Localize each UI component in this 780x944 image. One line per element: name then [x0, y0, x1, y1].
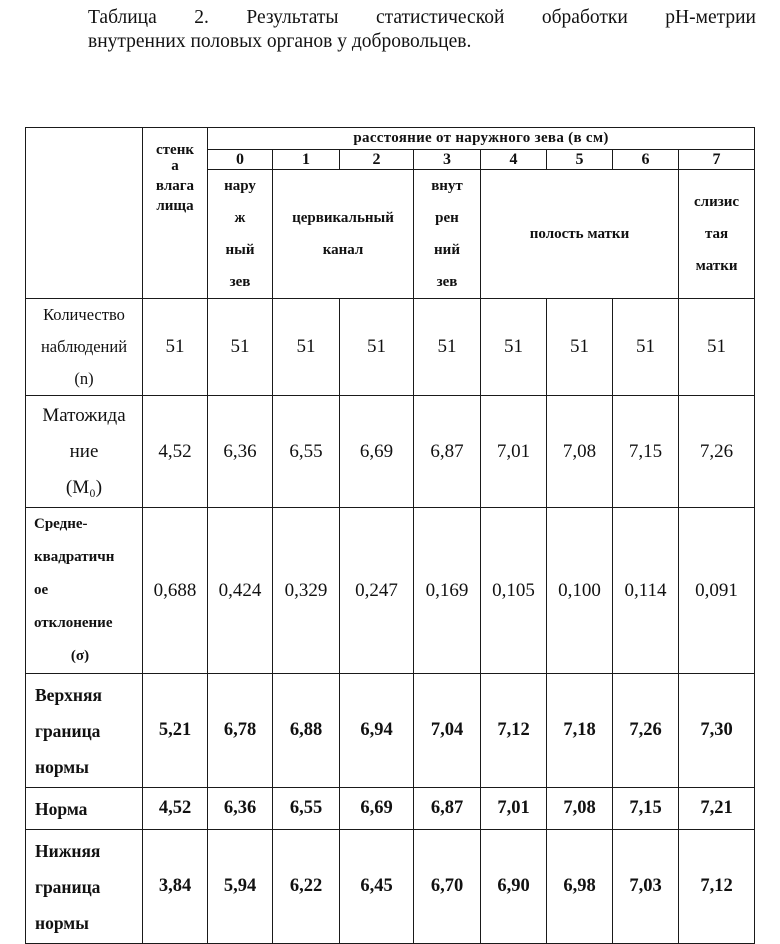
value-cell: 4,52 — [143, 788, 208, 830]
header-distance-1: 1 — [273, 150, 340, 170]
header-line: внут — [431, 178, 463, 194]
value-cell: 6,36 — [208, 788, 273, 830]
value-cell: 51 — [679, 299, 755, 396]
row-label-norm — [26, 788, 143, 830]
header-line: а — [171, 158, 179, 174]
row-label-lower-bound — [26, 830, 143, 944]
value-cell: 7,01 — [481, 396, 547, 508]
value-cell: 51 — [613, 299, 679, 396]
header-line: зев — [229, 274, 251, 290]
value-cell: 51 — [414, 299, 481, 396]
value-cell: 7,08 — [547, 396, 613, 508]
row-label-expectation — [26, 396, 143, 508]
header-line: ний — [434, 242, 460, 258]
value-cell: 51 — [143, 299, 208, 396]
header-line: зев — [436, 274, 458, 290]
value-cell: 0,169 — [414, 508, 481, 674]
header-distance-5: 5 — [547, 150, 613, 170]
value-cell: 6,45 — [340, 830, 414, 944]
header-line: влага — [155, 178, 195, 194]
header-line: стенк — [156, 142, 194, 158]
header-zone-external-os — [208, 170, 273, 299]
value-cell: 6,70 — [414, 830, 481, 944]
value-cell: 7,12 — [481, 674, 547, 788]
value-cell: 6,94 — [340, 674, 414, 788]
value-cell: 7,15 — [613, 788, 679, 830]
header-zone-uterine-cavity: полость матки — [481, 170, 679, 299]
table-row — [26, 508, 755, 674]
label-line: Верхняя — [35, 684, 102, 705]
row-label-count — [26, 299, 143, 396]
header-line: рен — [435, 210, 459, 226]
header-line: матки — [695, 258, 738, 274]
header-line: нару — [224, 178, 256, 194]
value-cell: 7,21 — [679, 788, 755, 830]
value-cell: 7,15 — [613, 396, 679, 508]
value-cell: 51 — [273, 299, 340, 396]
value-cell: 0,329 — [273, 508, 340, 674]
value-cell: 6,55 — [273, 396, 340, 508]
corner-cell — [26, 128, 143, 299]
label-line: наблюдений — [40, 337, 128, 356]
label-line: граница — [35, 876, 101, 897]
header-distance-7: 7 — [679, 150, 755, 170]
label-line: Нижняя — [35, 840, 101, 861]
header-distance-0: 0 — [208, 150, 273, 170]
value-cell: 51 — [481, 299, 547, 396]
value-cell: 7,30 — [679, 674, 755, 788]
value-cell: 0,091 — [679, 508, 755, 674]
table-row — [26, 674, 755, 788]
header-distance-2: 2 — [340, 150, 414, 170]
header-line: тая — [704, 226, 729, 242]
value-cell: 7,03 — [613, 830, 679, 944]
value-cell: 6,55 — [273, 788, 340, 830]
value-cell: 7,04 — [414, 674, 481, 788]
label-line: Матожида — [42, 404, 126, 426]
row-label-upper-bound — [26, 674, 143, 788]
label-line: (σ) — [70, 648, 90, 664]
header-distance-3: 3 — [414, 150, 481, 170]
label-line: граница — [35, 720, 101, 741]
value-cell: 6,88 — [273, 674, 340, 788]
header-line: канал — [322, 242, 364, 258]
value-cell: 4,52 — [143, 396, 208, 508]
header-line: ный — [225, 242, 255, 258]
value-cell: 7,08 — [547, 788, 613, 830]
label-line: ое — [34, 582, 49, 598]
value-cell: 7,12 — [679, 830, 755, 944]
value-cell: 6,87 — [414, 396, 481, 508]
value-cell: 6,98 — [547, 830, 613, 944]
header-distance-6: 6 — [613, 150, 679, 170]
header-line: слизис — [694, 194, 740, 210]
value-cell: 7,26 — [613, 674, 679, 788]
label-line: (n) — [74, 369, 94, 388]
value-cell: 6,69 — [340, 396, 414, 508]
value-cell: 0,105 — [481, 508, 547, 674]
value-cell: 0,114 — [613, 508, 679, 674]
value-cell: 5,94 — [208, 830, 273, 944]
header-line: ж — [234, 210, 246, 226]
header-zone-mucosa — [679, 170, 755, 299]
table-row — [26, 830, 755, 944]
table-row — [26, 396, 755, 508]
header-vaginal-wall — [143, 128, 208, 299]
label-line: нормы — [35, 756, 89, 777]
value-cell: 0,688 — [143, 508, 208, 674]
value-cell: 51 — [340, 299, 414, 396]
header-distance-group: расстояние от наружного зева (в см) — [208, 128, 755, 150]
row-label-std-deviation — [26, 508, 143, 674]
table-caption — [88, 6, 756, 54]
header-zone-cervical-canal — [273, 170, 414, 299]
value-cell: 6,90 — [481, 830, 547, 944]
header-line: цервикальный — [292, 210, 394, 226]
value-cell: 7,26 — [679, 396, 755, 508]
value-cell: 6,87 — [414, 788, 481, 830]
ph-results-table — [25, 127, 755, 944]
value-cell: 7,18 — [547, 674, 613, 788]
table-row — [26, 788, 755, 830]
label-line: нормы — [35, 912, 89, 933]
header-line: лища — [156, 198, 194, 214]
label-line: Средне- — [34, 516, 88, 532]
label-line: ние — [69, 440, 99, 462]
table-row — [26, 299, 755, 396]
label-line: (M₀) — [65, 476, 103, 498]
value-cell: 7,01 — [481, 788, 547, 830]
value-cell: 5,21 — [143, 674, 208, 788]
label-line: Норма — [35, 798, 88, 819]
value-cell: 0,247 — [340, 508, 414, 674]
value-cell: 3,84 — [143, 830, 208, 944]
label-line: отклонение — [34, 615, 113, 631]
header-distance-4: 4 — [481, 150, 547, 170]
value-cell: 51 — [547, 299, 613, 396]
label-line: квадратичн — [34, 549, 115, 565]
value-cell: 6,22 — [273, 830, 340, 944]
value-cell: 0,424 — [208, 508, 273, 674]
header-zone-internal-os — [414, 170, 481, 299]
caption-line-1: Таблица 2. Результаты статистической обработки pH-метрии — [88, 7, 756, 28]
label-line: Количество — [43, 305, 125, 324]
value-cell: 0,100 — [547, 508, 613, 674]
value-cell: 6,78 — [208, 674, 273, 788]
value-cell: 51 — [208, 299, 273, 396]
caption-line-2: внутренних половых органов у добровольцев. — [88, 31, 472, 52]
value-cell: 6,69 — [340, 788, 414, 830]
value-cell: 6,36 — [208, 396, 273, 508]
